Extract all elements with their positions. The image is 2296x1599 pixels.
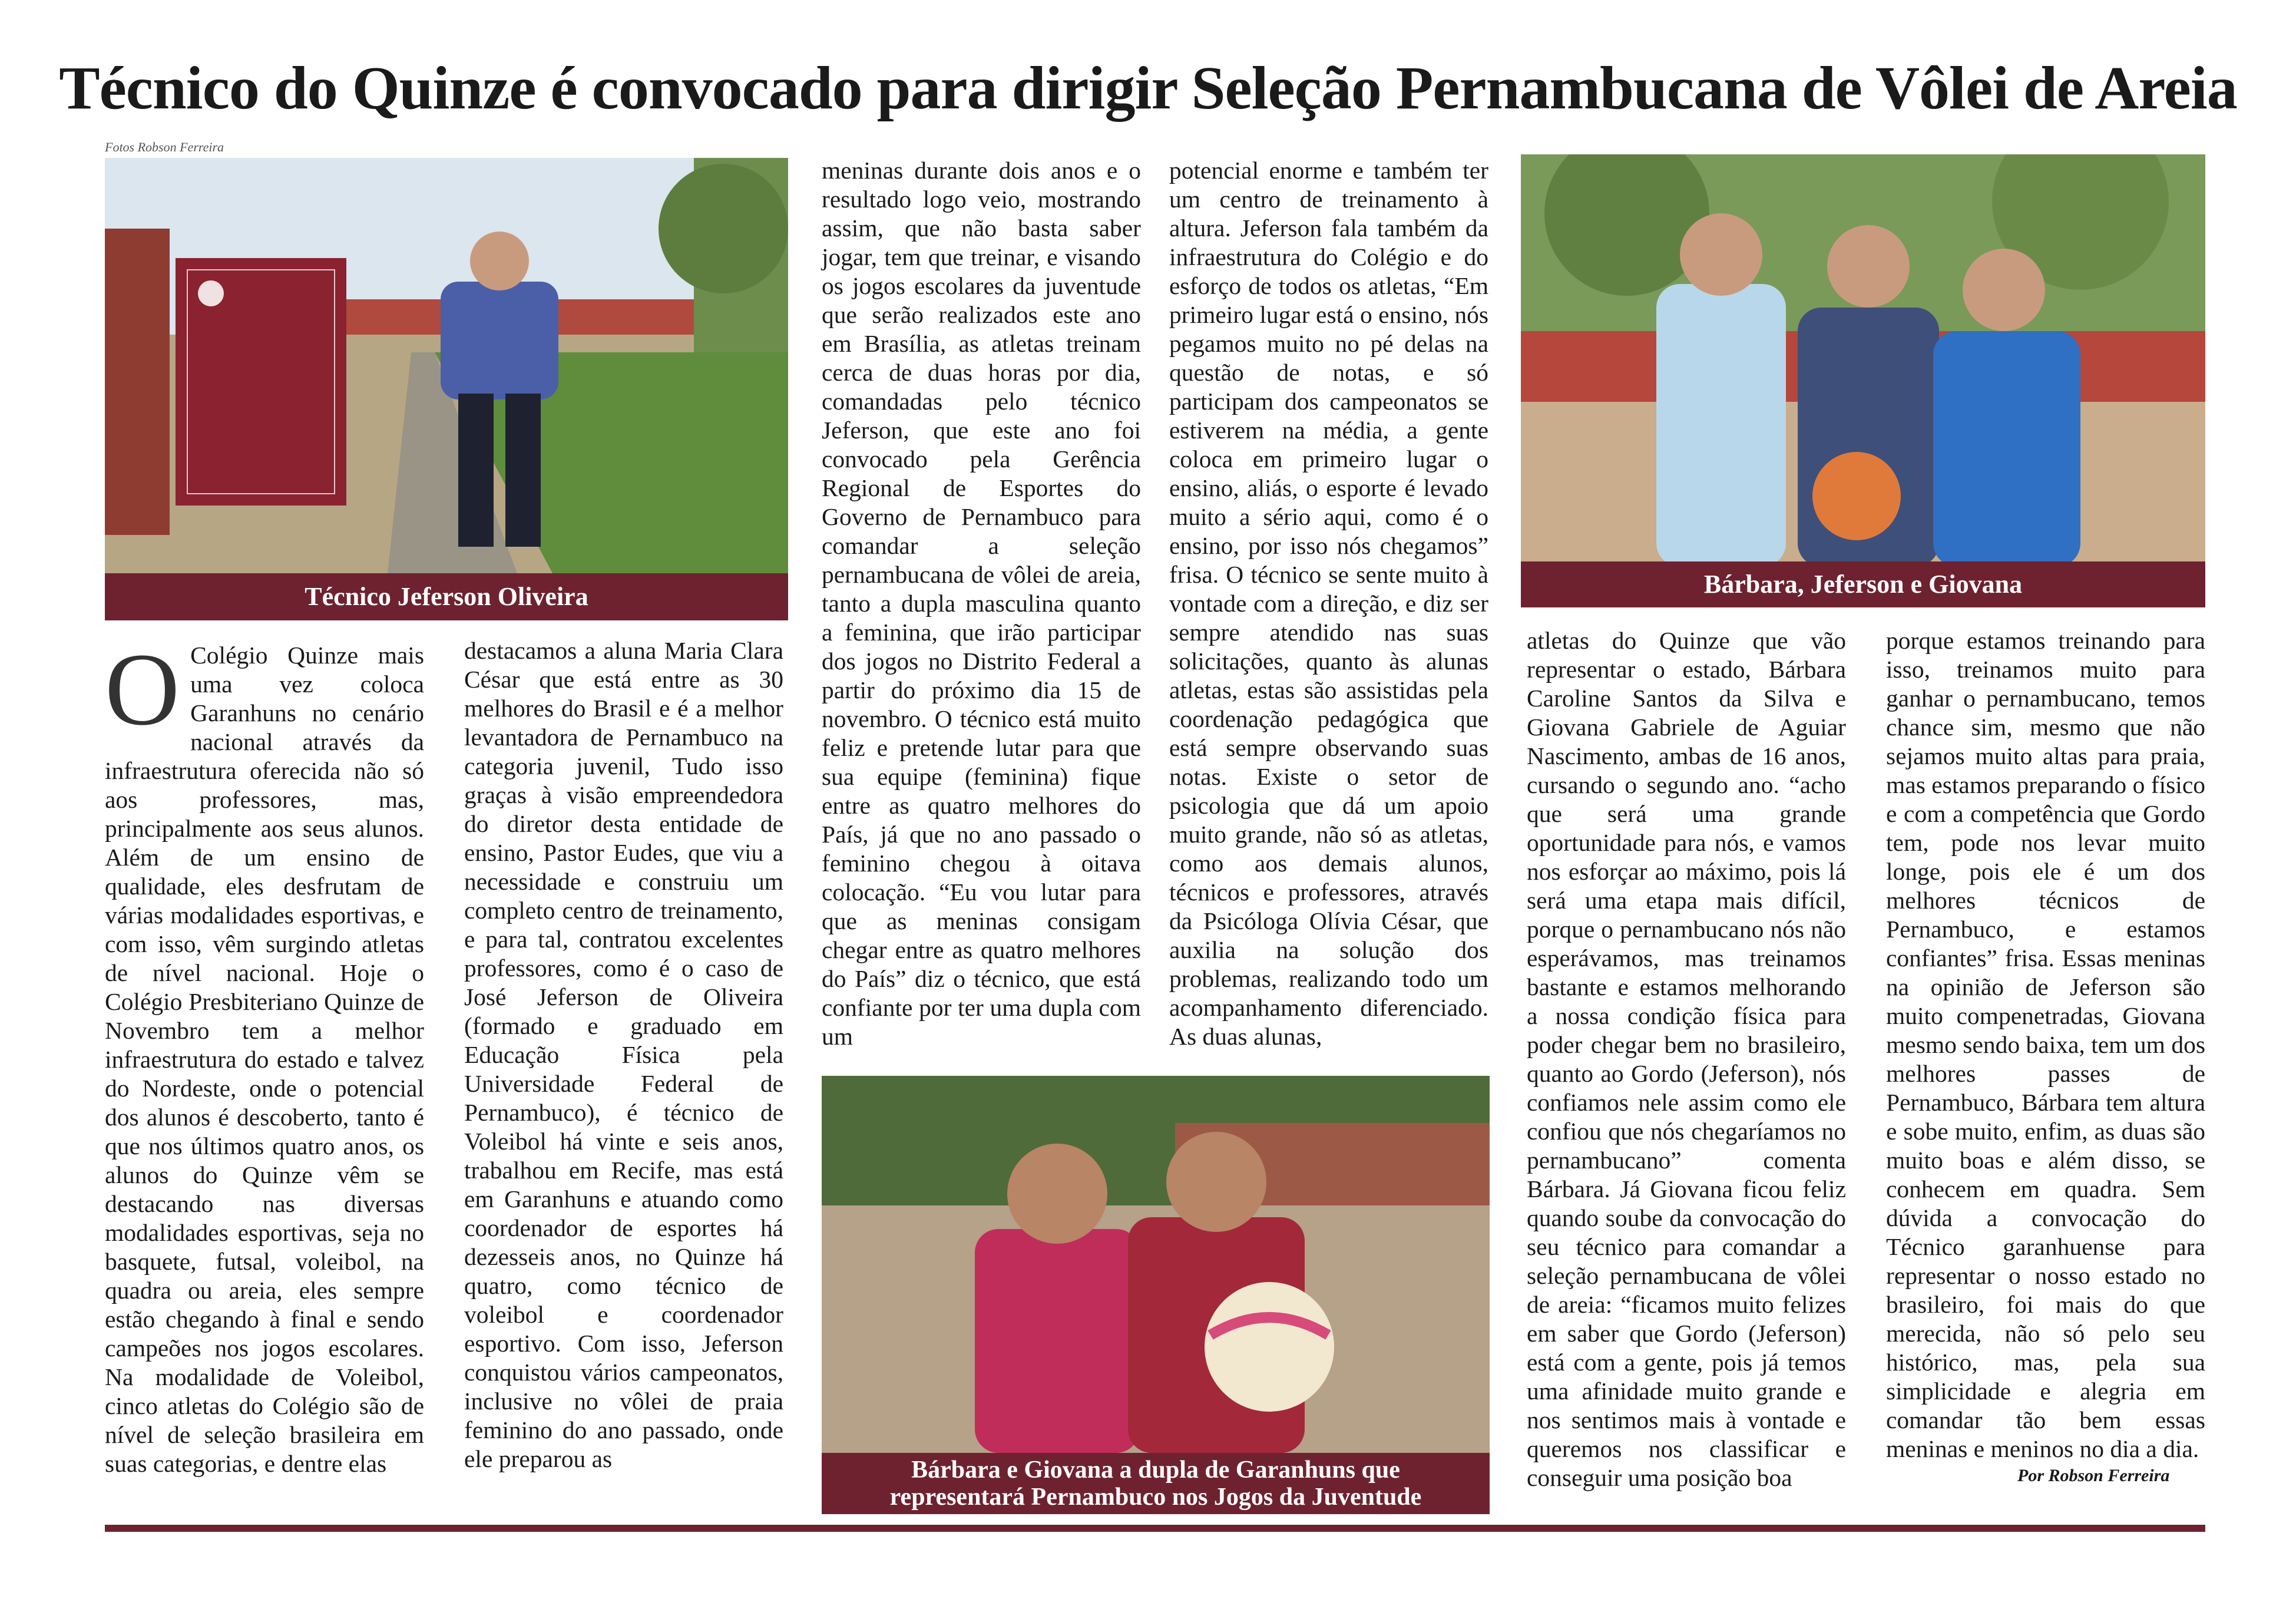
article-column-3-text: meninas durante dois anos e o resultado logo veio, mostrando assim, que não basta saber jogar, tem que treinar, e visando os jogos escolares da juventude que serão realizados este ano em Brasília, as atletas treinam cerca de duas horas por dia, comandadas pelo técnico Jeferson, que este ano foi convocado pela Gerência Regional de Esportes do Governo de Pernambuco para comandar a seleção pernambucana de vôlei de areia, tanto a dupla masculina quanto a feminina, que irão participar dos jogos no Distrito Federal a partir do próximo dia 15 de novembro. O técnico está muito feliz e pretende lutar para que sua equipe (feminina) fique entre as quatro melhores do País, já que no ano passado o feminino chegou à oitava colocação. “Eu vou lutar para que as meninas consigam chegar entre as quatro melhores do País” diz o técnico, que está confiante por ter uma dupla com um	[822, 157, 1141, 1050]
bottom-rule	[105, 1525, 2205, 1532]
photo-duo-caption-line2: representará Pernambuco nos Jogos da Juventude	[889, 1484, 1422, 1511]
photo-coach-caption: Técnico Jeferson Oliveira	[105, 573, 788, 620]
article-column-6-text: porque estamos treinando para isso, treinamos muito para ganhar o pernambucano, temos chance sim, mesmo que não sejamos muito altas para praia, mas estamos preparando o físico e com a competência que Gordo tem, pode nos levar muito longe, pois ele é um dos melhores técnicos de Pernambuco, e estamos confiantes” frisa. Essas meninas na opinião de Jeferson são muito compenetradas, Giovana mesmo sendo baixa, tem um dos melhores passes de Pernambuco, Bárbara tem altura e sobe muito, enfim, as duas são muito boas e além disso, se conhecem em quadra. Sem dúvida a convocação do Técnico garanhuense para representar o nosso estado no brasileiro, foi mais do que merecida, não só pelo seu histórico, mas, pela sua simplicidade e alegria em comandar tão bem essas meninas e meninos no dia a dia.	[1886, 627, 2205, 1462]
photo-trio-caption: Bárbara, Jeferson e Giovana	[1521, 561, 2205, 607]
drop-cap: O	[105, 632, 180, 747]
article-column-3	[822, 156, 1141, 1051]
article-column-5-text: atletas do Quinze que vão representar o estado, Bárbara Caroline Santos da Silva e Giovana Gabriele de Aguiar Nascimento, ambas de 16 anos, cursando o segundo ano. “acho que será uma grande oportunidade para nós, e vamos nos esforçar ao máximo, pois lá será uma etapa mais difícil, porque o pernambucano nós não esperávamos, mas treinamos bastante e estamos melhorando a nossa condição física para poder chegar bem no brasileiro, quanto ao Gordo (Jeferson), nós confiamos nele assim como ele confiou que nós chegaríamos no pernambucano” comenta Bárbara. Já Giovana ficou feliz quando soube da convocação do seu técnico para comandar a seleção pernambucana de vôlei de areia: “ficamos muito felizes em saber que Gordo (Jeferson) está com a gente, pois já temos uma afinidade muito grande e nos sentimos mais à vontade e queremos nos classificar e conseguir uma posição boa	[1527, 627, 1846, 1491]
byline: Por Robson Ferreira	[2017, 1466, 2170, 1485]
article-column-2-text: destacamos a aluna Maria Clara César que está entre as 30 melhores do Brasil e é a melhor levantadora de Pernambuco na categoria juvenil, Tudo isso graças à visão empreendedora do diretor desta entidade de ensino, Pastor Eudes, que viu a necessidade e construiu um completo centro de treinamento, e para tal, contratou excelentes professores, como é o caso de José Jeferson de Oliveira (formado e graduado em Educação Física pela Universidade Federal de Pernambuco), é técnico de Voleibol há vinte e seis anos, trabalhou em Recife, mas está em Garanhuns e atuando como coordenador de esportes há dezesseis anos, no Quinze há quatro, como técnico de voleibol e coordenador esportivo. Com isso, Jeferson conquistou vários campeonatos, inclusive no vôlei de praia feminino do ano passado, onde ele preparou as	[464, 637, 783, 1472]
photo-duo-image	[822, 1076, 1490, 1453]
photo-trio-image	[1521, 154, 2205, 567]
article-column-5	[1527, 626, 1846, 1492]
photo-duo-caption	[822, 1453, 1490, 1514]
photo-coach-image	[105, 158, 788, 573]
article-column-4-text: potencial enorme e também ter um centro de treinamento à altura. Jeferson fala também da infraestrutura do Colégio e do esforço de todos os atletas, “Em primeiro lugar está o ensino, nós pegamos muito no pé delas na questão de notas, e só participam dos campeonatos se estiverem na média, a gente coloca em primeiro lugar o ensino, aliás, o esporte é levado muito a sério aqui, como é o ensino, por isso nós chegamos” frisa. O técnico se sente muito à vontade com a direção, e diz ser sempre atendido nas suas solicitações, quanto às alunas atletas, estas são assistidas pela coordenação pedagógica que está sempre observando suas notas. Existe o setor de psicologia que dá um apoio muito grande, não só as atletas, como aos demais alunos, técnicos e professores, através da Psicóloga Olívia César, que auxilia na solução dos problemas, realizando todo um acompanhamento diferenciado. As duas alunas,	[1169, 157, 1488, 1050]
headline: Técnico do Quinze é convocado para dirigir Seleção Pernambucana de Vôlei de Areia	[59, 54, 2237, 122]
article-column-4	[1169, 156, 1488, 1051]
photo-duo-caption-line1: Bárbara e Giovana a dupla de Garanhuns que	[911, 1456, 1400, 1484]
photo-trio	[1521, 154, 2205, 567]
photo-coach	[105, 158, 788, 573]
article-column-6	[1886, 626, 2205, 1463]
article-column-1-text: Colégio Quinze mais uma vez coloca Garanhuns no cenário nacional através da infraestrutura oferecida não só aos professores, mas, principalmente aos seus alunos. Além de um ensino de qualidade, eles desfrutam de várias modalidades esportivas, e com isso, vêm surgindo atletas de nível nacional. Hoje o Colégio Presbiteriano Quinze de Novembro tem a melhor infraestrutura do estado e talvez do Nordeste, onde o potencial dos alunos é descoberto, tanto é que nos últimos quatro anos, os alunos do Quinze vêm se destacando nas diversas modalidades esportivas, seja no basquete, futsal, voleibol, na quadra ou areia, eles sempre estão chegando à final e sendo campeões nos jogos escolares. Na modalidade de Voleibol, cinco atletas do Colégio são de nível de seleção brasileira em suas categorias, e dentre elas	[105, 642, 424, 1477]
article-column-2	[464, 636, 783, 1474]
photo-duo	[822, 1076, 1490, 1453]
article-column-1	[105, 632, 424, 1478]
photo-credit: Fotos Robson Ferreira	[105, 140, 224, 154]
